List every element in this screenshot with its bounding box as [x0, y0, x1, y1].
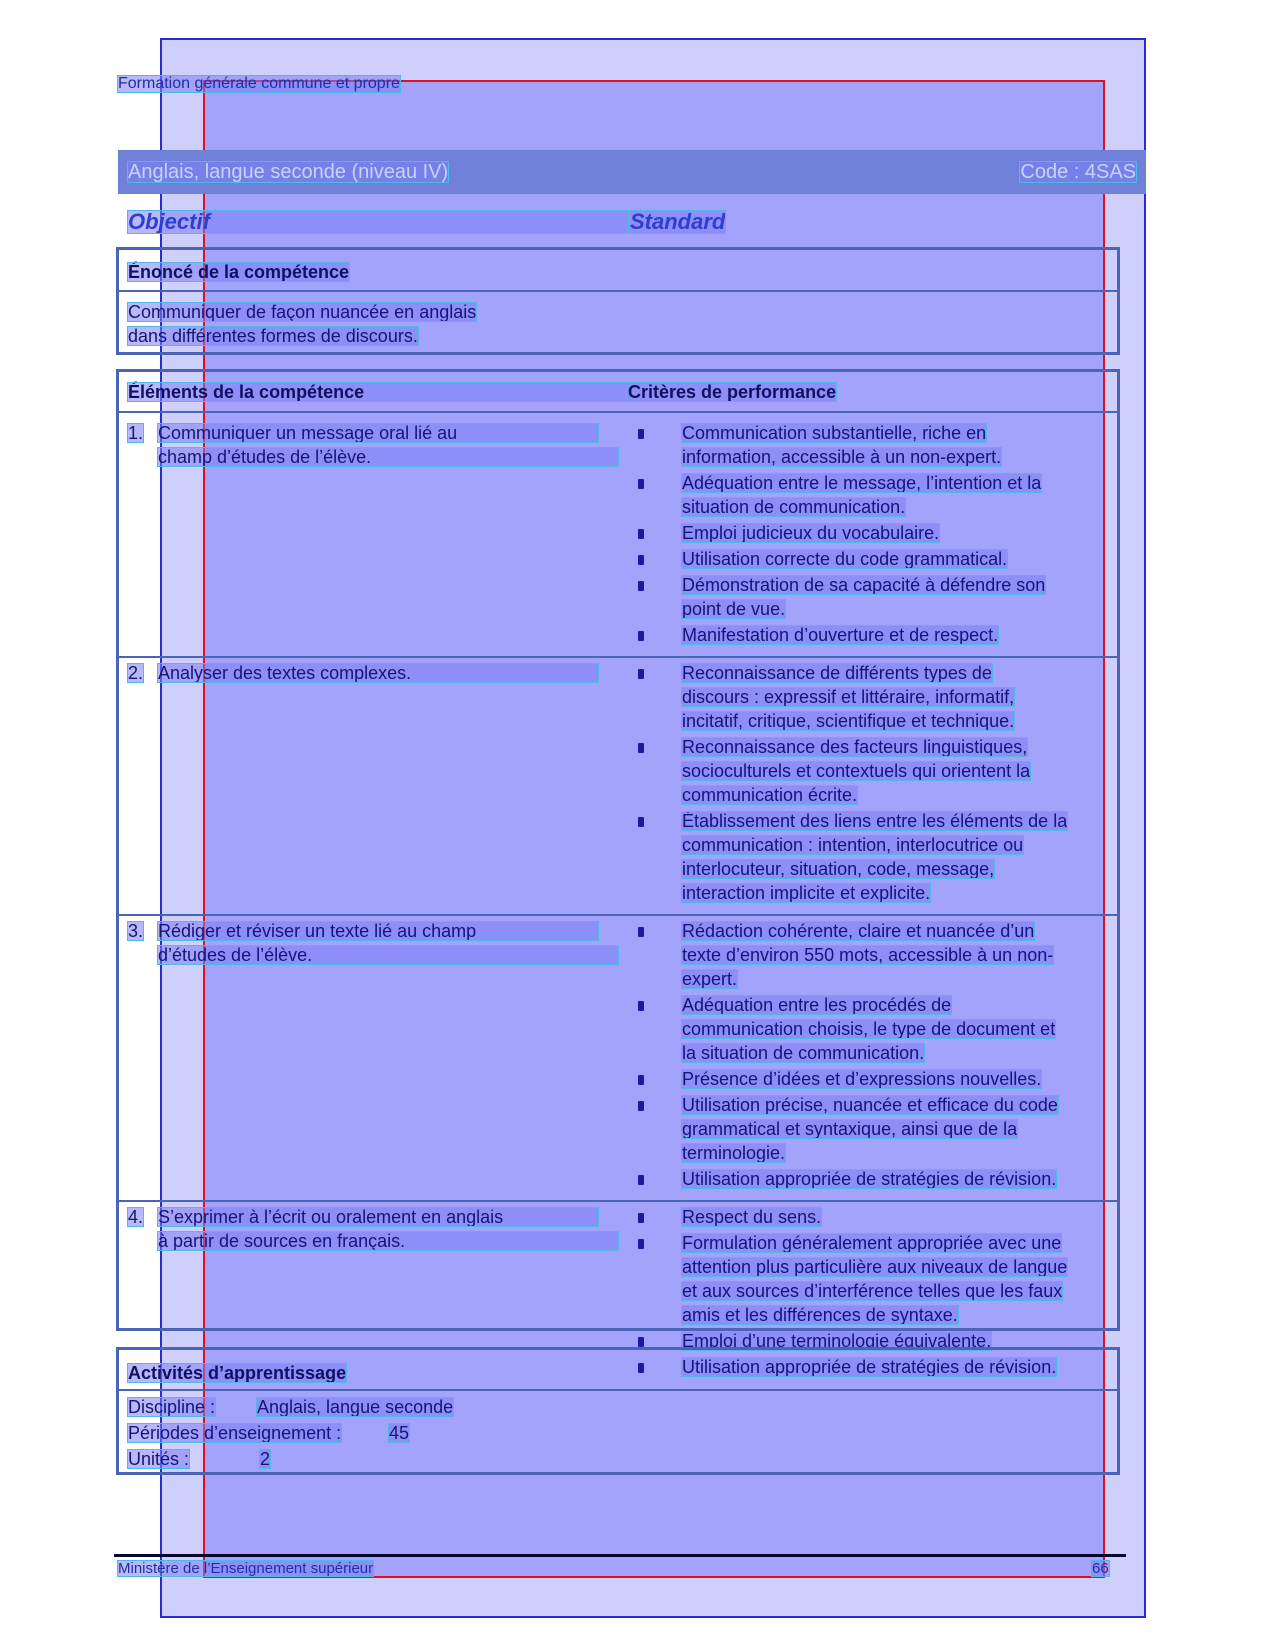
criterion-line: la situation de communication.	[682, 1043, 925, 1063]
criterion-line: Présence d’idées et d’expressions nouvelles.	[682, 1069, 1042, 1089]
bullet-icon	[638, 1213, 644, 1223]
criterion-line: interaction implicite et explicite.	[682, 883, 931, 903]
element-number: 3.	[128, 921, 144, 941]
bullet-icon	[638, 581, 644, 591]
criterion-line: et aux sources d’interférence telles que les faux	[682, 1281, 1063, 1301]
criterion-line: expert.	[682, 969, 738, 989]
elements-header-divider	[119, 411, 1117, 413]
footer-page-number: 66	[1092, 1560, 1109, 1577]
objectif-label: Objectif	[128, 211, 628, 233]
program-band	[118, 150, 1146, 194]
element-row-divider	[119, 1200, 1117, 1202]
criterion-line: grammatical et syntaxique, ainsi que de la	[682, 1119, 1018, 1139]
criterion-line: communication choisis, le type de document et	[682, 1019, 1056, 1039]
bullet-icon	[638, 743, 644, 753]
element-text-line: à partir de sources en français.	[158, 1232, 618, 1250]
element-number: 1.	[128, 423, 144, 443]
criterion-line: amis et les différences de syntaxe.	[682, 1305, 958, 1325]
bullet-icon	[638, 817, 644, 827]
criterion-line: situation de communication.	[682, 497, 906, 517]
criterion-line: attention plus particulière aux niveaux de langue	[682, 1257, 1068, 1277]
criterion-line: Utilisation précise, nuancée et efficace du code	[682, 1095, 1058, 1115]
criterion-line: Manifestation d’ouverture et de respect.	[682, 625, 999, 645]
element-row-divider	[119, 656, 1117, 658]
criterion-line: Utilisation correcte du code grammatical.	[682, 549, 1008, 569]
criterion-line: Utilisation appropriée de stratégies de révision.	[682, 1357, 1057, 1377]
criterion-line: discours : expressif et littéraire, informatif,	[682, 687, 1015, 707]
standard-label: Standard	[630, 209, 726, 234]
activites-value-unites: 2	[260, 1449, 271, 1469]
element-text-line: Rédiger et réviser un texte lié au champ	[158, 922, 598, 940]
criterion-line: Emploi d’une terminologie équivalente.	[682, 1331, 992, 1351]
criterion-line: terminologie.	[682, 1143, 786, 1163]
bullet-icon	[638, 1075, 644, 1085]
criterion-line: Établissement des liens entre les éléments de la	[682, 811, 1068, 831]
element-row-divider	[119, 914, 1117, 916]
bullet-icon	[638, 1239, 644, 1249]
bullet-icon	[638, 529, 644, 539]
criterion-line: Adéquation entre les procédés de	[682, 995, 952, 1015]
element-number: 4.	[128, 1207, 144, 1227]
criterion-line: communication écrite.	[682, 785, 858, 805]
enonce-line-2: dans différentes formes de discours.	[128, 326, 418, 346]
criterion-line: Reconnaissance des facteurs linguistiques,	[682, 737, 1028, 757]
activites-value-discipline: Anglais, langue seconde	[257, 1397, 454, 1417]
criteres-heading: Critères de performance	[628, 382, 837, 402]
criterion-line: Reconnaissance de différents types de	[682, 663, 992, 683]
activites-label-periodes: Périodes d’enseignement :	[128, 1423, 342, 1443]
criterion-line: incitatif, critique, scientifique et technique.	[682, 711, 1015, 731]
activites-label-discipline: Discipline :	[128, 1397, 216, 1417]
element-text-line: Analyser des textes complexes.	[158, 664, 598, 682]
criterion-line: Formulation généralement appropriée avec une	[682, 1233, 1062, 1253]
bullet-icon	[638, 1337, 644, 1347]
bullet-icon	[638, 631, 644, 641]
criterion-line: Emploi judicieux du vocabulaire.	[682, 523, 940, 543]
criterion-line: Démonstration de sa capacité à défendre son	[682, 575, 1046, 595]
program-title: Anglais, langue seconde (niveau IV)	[128, 161, 449, 183]
bullet-icon	[638, 927, 644, 937]
element-text-line: d’études de l’élève.	[158, 946, 618, 964]
bullet-icon	[638, 1101, 644, 1111]
element-number: 2.	[128, 663, 144, 683]
activites-label-unites: Unités :	[128, 1449, 190, 1469]
element-text-line: S’exprimer à l’écrit ou oralement en anglais	[158, 1208, 598, 1226]
criterion-line: communication : intention, interlocutrice ou	[682, 835, 1024, 855]
bullet-icon	[638, 1175, 644, 1185]
element-text-line: champ d’études de l’élève.	[158, 448, 618, 466]
enonce-heading: Énoncé de la compétence	[128, 262, 350, 282]
element-text-line: Communiquer un message oral lié au	[158, 424, 598, 442]
bullet-icon	[638, 429, 644, 439]
criterion-line: Rédaction cohérente, claire et nuancée d’un	[682, 921, 1035, 941]
header-top: Formation générale commune et propre	[118, 75, 400, 92]
bullet-icon	[638, 555, 644, 565]
criterion-line: Utilisation appropriée de stratégies de révision.	[682, 1169, 1057, 1189]
criterion-line: point de vue.	[682, 599, 786, 619]
footer-ministry: Ministère de l’Enseignement supérieur	[118, 1560, 374, 1577]
criterion-line: information, accessible à un non-expert.	[682, 447, 1002, 467]
criterion-line: texte d’environ 550 mots, accessible à un non-	[682, 945, 1054, 965]
bullet-icon	[638, 1001, 644, 1011]
bullet-icon	[638, 479, 644, 489]
criterion-line: Communication substantielle, riche en	[682, 423, 987, 443]
criterion-line: socioculturels et contextuels qui orientent la	[682, 761, 1031, 781]
elements-heading: Éléments de la compétence	[128, 383, 628, 401]
criterion-line: Respect du sens.	[682, 1207, 822, 1227]
activites-value-periodes: 45	[389, 1423, 410, 1443]
criterion-line: Adéquation entre le message, l’intention et la	[682, 473, 1042, 493]
enonce-divider	[119, 290, 1117, 292]
footer-rule	[114, 1554, 1126, 1557]
enonce-line-1: Communiquer de façon nuancée en anglais	[128, 302, 477, 322]
bullet-icon	[638, 669, 644, 679]
activites-heading: Activités d’apprentissage	[128, 1363, 347, 1383]
criterion-line: interlocuteur, situation, code, message,	[682, 859, 995, 879]
activites-divider	[119, 1389, 1117, 1391]
program-code: Code : 4SAS	[1020, 161, 1136, 183]
